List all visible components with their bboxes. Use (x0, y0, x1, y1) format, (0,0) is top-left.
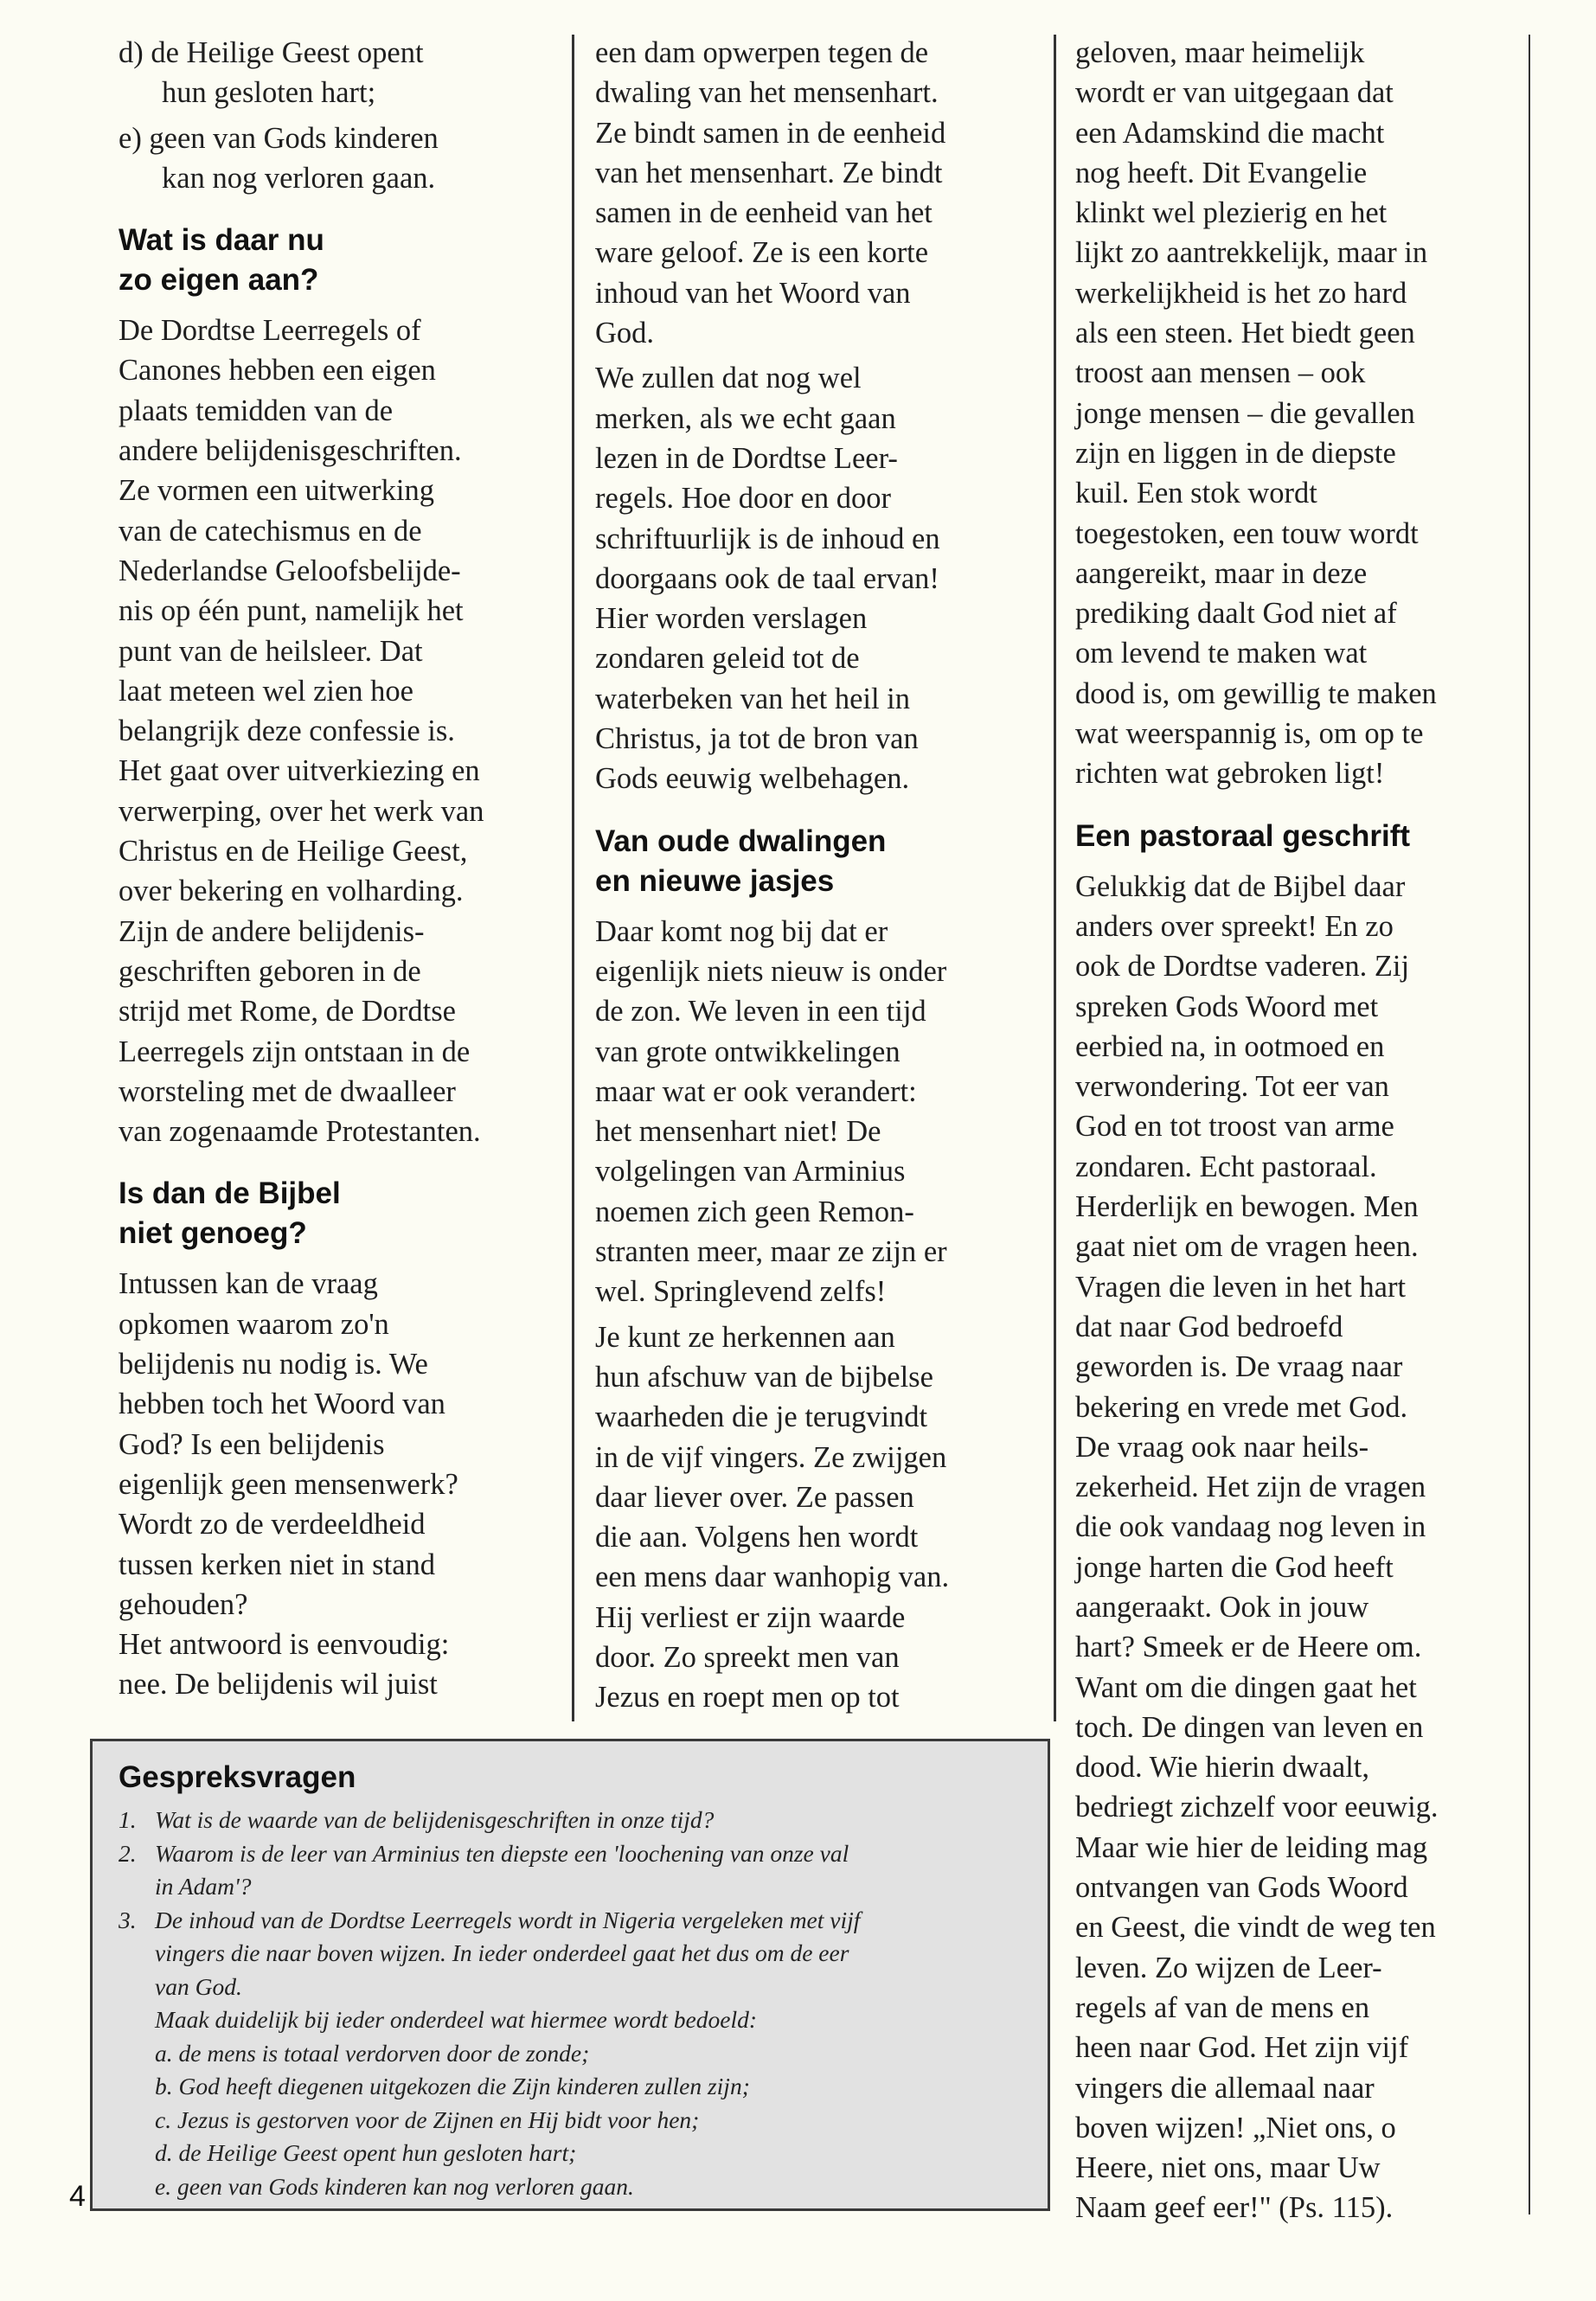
text-line: Het gaat over uitverkiezing en (119, 754, 480, 788)
text-line: merken, als we echt gaan (595, 401, 896, 435)
text-line: gehouden? (119, 1587, 248, 1621)
text-line: van grote ontwikkelingen (595, 1035, 901, 1068)
list-item-d (119, 33, 551, 113)
text-line: regels. Hoe door en door (595, 482, 892, 516)
text-line: De inhoud van de Dordtse Leerregels wordt in Nigeria vergeleken met vijf (155, 1906, 861, 1933)
text-line: nee. De belijdenis wil juist (119, 1668, 438, 1702)
text-line: belijdenis nu nodig is. We (119, 1348, 428, 1381)
text-line: richten wat gebroken ligt! (1075, 757, 1385, 791)
text-line: van de catechismus en de (119, 514, 422, 548)
question-1 (119, 1804, 1048, 1837)
text-line: Heere, niet ons, maar Uw (1075, 2151, 1381, 2185)
text-line: stranten meer, maar ze zijn er (595, 1235, 947, 1269)
question-text (119, 1804, 1048, 1837)
text-line: de zon. We leven in een tijd (595, 995, 926, 1029)
text-line: Hij verliest er zijn waarde (595, 1600, 906, 1634)
text-line: om levend te maken wat (1075, 637, 1368, 670)
text-line: Want om die dingen gaat het (1075, 1670, 1417, 1704)
text-line: wordt er van uitgegaan dat (1075, 76, 1394, 110)
text-line: ontvangen van Gods Woord (1075, 1871, 1408, 1905)
question-number: 2. (119, 1839, 137, 1867)
paragraph (119, 1264, 551, 1704)
text-line: waarheden die je terugvindt (595, 1400, 928, 1434)
text-line: belangrijk deze confessie is. (119, 715, 455, 748)
paragraph (1075, 867, 1525, 2228)
text-line: doorgaans ook de taal ervan! (595, 561, 939, 595)
text-line: Zijn de andere belijdenis- (119, 914, 425, 948)
text-line: Maak duidelijk bij ieder onderdeel wat hiermee wordt bedoeld: (155, 2006, 757, 2033)
text-line: spreken Gods Woord met (1075, 990, 1379, 1023)
text-line: God. (595, 317, 655, 350)
text-line: Je kunt ze herkennen aan (595, 1320, 895, 1354)
text-line: God en tot troost van arme (1075, 1110, 1394, 1144)
text-line: laat meteen wel zien hoe (119, 674, 413, 708)
text-line: die aan. Volgens hen wordt (595, 1521, 919, 1554)
text-line: dat naar God bedroefd (1075, 1310, 1343, 1343)
text-line: e. geen van Gods kinderen kan nog verloren gaan. (155, 2172, 634, 2200)
text-line: prediking daalt God niet af (1075, 597, 1397, 631)
column-2 (595, 33, 1028, 1723)
text-line: een dam opwerpen tegen de (595, 36, 929, 69)
text-line: Leerregels zijn ontstaan in de (119, 1035, 471, 1068)
text-line: jonge mensen – die gevallen (1075, 396, 1415, 430)
text-line: dood is, om gewillig te maken (1075, 676, 1437, 710)
question-text (119, 1837, 1048, 1904)
text-line: De Dordtse Leerregels of (119, 314, 421, 348)
text-line: dwaling van het mensenhart. (595, 76, 939, 110)
list-line: d) de Heilige Geest opent (119, 36, 424, 69)
question-2 (119, 1837, 1048, 1904)
text-line: vingers die allemaal naar (1075, 2071, 1375, 2105)
text-line: kuil. Een stok wordt (1075, 477, 1317, 510)
heading-een-pastoraal-geschrift: Een pastoraal geschrift (1075, 818, 1411, 853)
text-line: a. de mens is totaal verdorven door de zonde; (155, 2039, 590, 2067)
text-line: waterbeken van het heil in (595, 682, 911, 715)
text-line: opkomen waarom zo'n (119, 1307, 389, 1341)
text-line: daar liever over. Ze passen (595, 1480, 914, 1514)
paragraph (595, 1317, 1028, 1718)
text-line: ware geloof. Ze is een korte (595, 236, 929, 270)
text-line: bekering en vrede met God. (1075, 1390, 1408, 1424)
text-line: Intussen kan de vraag (119, 1267, 378, 1301)
text-line: maar wat er ook verandert: (595, 1074, 917, 1108)
text-line: Hier worden verslagen (595, 602, 868, 636)
text-line: van zogenaamde Protestanten. (119, 1115, 481, 1149)
text-line: Wordt zo de verdeeldheid (119, 1508, 426, 1541)
text-line: De vraag ook naar heils- (1075, 1430, 1369, 1464)
column-1 (119, 33, 551, 1710)
heading-is-dan-de-bijbel: Is dan de Bijbel niet genoeg? (119, 1176, 341, 1251)
text-line: zondaren. Echt pastoraal. (1075, 1150, 1377, 1183)
page-number: 4 (69, 2180, 86, 2213)
paragraph (1075, 33, 1525, 794)
text-line: verwondering. Tot eer van (1075, 1070, 1389, 1104)
text-line: d. de Heilige Geest opent hun gesloten hart; (155, 2139, 577, 2166)
text-line: aangeraakt. Ook in jouw (1075, 1590, 1369, 1624)
text-line: Herderlijk en bewogen. Men (1075, 1190, 1419, 1224)
text-line: b. God heeft diegenen uitgekozen die Zijn kinderen zullen zijn; (155, 2073, 750, 2099)
text-line: Daar komt nog bij dat er (595, 914, 888, 948)
text-line: eigenlijk geen mensenwerk? (119, 1467, 458, 1501)
text-line: Maar wie hier de leiding mag (1075, 1830, 1428, 1864)
text-line: inhoud van het Woord van (595, 276, 911, 310)
text-line: Jezus en roept men op tot (595, 1681, 900, 1715)
text-line: lezen in de Dordtse Leer- (595, 441, 898, 475)
question-3 (119, 1904, 1048, 2204)
text-line: klinkt wel plezierig en het (1075, 196, 1388, 230)
question-text (119, 1904, 1048, 2204)
text-line: door. Zo spreekt men van (595, 1640, 900, 1674)
text-line: hebben toch het Woord van (119, 1388, 445, 1421)
text-line: in Adam'? (155, 1873, 252, 1900)
heading-van-oude-dwalingen: Van oude dwalingen en nieuwe jasjes (595, 824, 887, 898)
text-line: troost aan mensen – ook (1075, 356, 1366, 390)
text-line: strijd met Rome, de Dordtse (119, 995, 456, 1029)
text-line: Naam geef eer!" (Ps. 115). (1075, 2191, 1394, 2225)
text-line: noemen zich geen Remon- (595, 1195, 914, 1228)
text-line: c. Jezus is gestorven voor de Zijnen en Hij bidt voor hen; (155, 2106, 700, 2133)
text-line: punt van de heilsleer. Dat (119, 634, 423, 668)
text-line: schriftuurlijk is de inhoud en (595, 522, 940, 555)
text-line: Wat is de waarde van de belijdenisgeschriften in onze tijd? (155, 1806, 715, 1833)
text-line: nis op één punt, namelijk het (119, 594, 464, 628)
text-line: zekerheid. Het zijn de vragen (1075, 1471, 1426, 1504)
text-line: hun afschuw van de bijbelse (595, 1360, 933, 1394)
text-line: regels af van de mens en (1075, 1990, 1370, 2024)
text-line: werkelijkheid is het zo hard (1075, 276, 1407, 310)
question-number: 3. (119, 1906, 137, 1933)
text-line: lijkt zo aantrekkelijk, maar in (1075, 236, 1428, 270)
text-line: toch. De dingen van leven en (1075, 1710, 1424, 1744)
list-item-e (119, 119, 551, 199)
paragraph (119, 311, 551, 1151)
text-line: Waarom is de leer van Arminius ten diepste een 'loochening van onze val (155, 1839, 849, 1867)
page-edge-rule (1529, 35, 1530, 2214)
text-line: samen in de eenheid van het (595, 196, 933, 230)
text-line: over bekering en volharding. (119, 875, 464, 908)
text-line: Christus, ja tot de bron van (595, 722, 919, 756)
text-line: Nederlandse Geloofsbelijde- (119, 554, 461, 587)
text-line: verwerping, over het werk van (119, 794, 484, 828)
column-rule-left (572, 35, 574, 1721)
text-line: wat weerspannig is, om op te (1075, 717, 1424, 751)
paragraph (595, 912, 1028, 1312)
text-line: Gelukkig dat de Bijbel daar (1075, 869, 1406, 903)
text-line: een mens daar wanhopig van. (595, 1561, 950, 1594)
text-line: boven wijzen! „Niet ons, o (1075, 2111, 1396, 2144)
text-line: wel. Springlevend zelfs! (595, 1275, 887, 1309)
text-line: nog heeft. Dit Evangelie (1075, 156, 1368, 189)
text-line: toegestoken, een touw wordt (1075, 516, 1419, 550)
column-3 (1075, 33, 1525, 2234)
text-line: zijn en liggen in de diepste (1075, 436, 1396, 470)
text-line: zondaren geleid tot de (595, 642, 860, 676)
discussion-questions-box (90, 1739, 1050, 2211)
text-line: God? Is een belijdenis (119, 1427, 385, 1461)
text-line: geloven, maar heimelijk (1075, 36, 1365, 69)
text-line: eerbied na, in ootmoed en (1075, 1029, 1385, 1063)
text-line: Vragen die leven in het hart (1075, 1270, 1407, 1304)
text-line: hart? Smeek er de Heere om. (1075, 1631, 1422, 1664)
question-number: 1. (119, 1806, 137, 1833)
text-line: jonge harten die God heeft (1075, 1550, 1394, 1584)
text-line: vingers die naar boven wijzen. In ieder onderdeel gaat het dus om de eer (155, 1939, 849, 1966)
text-line: bedriegt zichzelf voor eeuwig. (1075, 1791, 1439, 1824)
text-line: Canones hebben een eigen (119, 354, 436, 388)
list-line: hun gesloten hart; (162, 76, 376, 110)
text-line: geschriften geboren in de (119, 954, 421, 988)
text-line: en Geest, die vindt de weg ten (1075, 1911, 1436, 1945)
text-line: dood. Wie hierin dwaalt, (1075, 1751, 1370, 1785)
text-line: We zullen dat nog wel (595, 362, 862, 395)
text-line: het mensenhart niet! De (595, 1115, 881, 1149)
list-line: e) geen van Gods kinderen (119, 121, 439, 155)
text-line: anders over spreekt! En zo (1075, 909, 1394, 943)
text-line: andere belijdenisgeschriften. (119, 434, 462, 468)
text-line: Christus en de Heilige Geest, (119, 835, 468, 868)
text-line: Ze vormen een uitwerking (119, 474, 434, 508)
text-line: Het antwoord is eenvoudig: (119, 1628, 450, 1662)
text-line: tussen kerken niet in stand (119, 1548, 436, 1581)
paragraph (595, 358, 1028, 798)
column-rule-right (1054, 35, 1056, 1721)
text-line: gaat niet om de vragen heen. (1075, 1230, 1419, 1264)
text-line: geworden is. De vraag naar (1075, 1350, 1403, 1384)
text-line: worsteling met de dwaalleer (119, 1074, 456, 1108)
text-line: in de vijf vingers. Ze zwijgen (595, 1440, 947, 1474)
box-title: Gespreksvragen (119, 1760, 356, 1794)
heading-wat-is-daar-nu: Wat is daar nu zo eigen aan? (119, 223, 324, 298)
text-line: van God. (155, 1972, 242, 2000)
text-line: ook de Dordtse vaderen. Zij (1075, 950, 1410, 984)
text-line: leven. Zo wijzen de Leer- (1075, 1951, 1382, 1984)
text-line: Ze bindt samen in de eenheid (595, 116, 946, 150)
text-line: plaats temidden van de (119, 394, 394, 427)
paragraph (595, 33, 1028, 353)
text-line: van het mensenhart. Ze bindt (595, 156, 943, 189)
text-line: heen naar God. Het zijn vijf (1075, 2031, 1409, 2065)
list-line: kan nog verloren gaan. (162, 161, 436, 195)
text-line: volgelingen van Arminius (595, 1155, 906, 1189)
text-line: Gods eeuwig welbehagen. (595, 762, 910, 796)
text-line: eigenlijk niets nieuw is onder (595, 954, 947, 988)
text-line: als een steen. Het biedt geen (1075, 317, 1415, 350)
text-line: die ook vandaag nog leven in (1075, 1510, 1426, 1544)
text-line: een Adamskind die macht (1075, 116, 1385, 150)
text-line: aangereikt, maar in deze (1075, 556, 1368, 590)
